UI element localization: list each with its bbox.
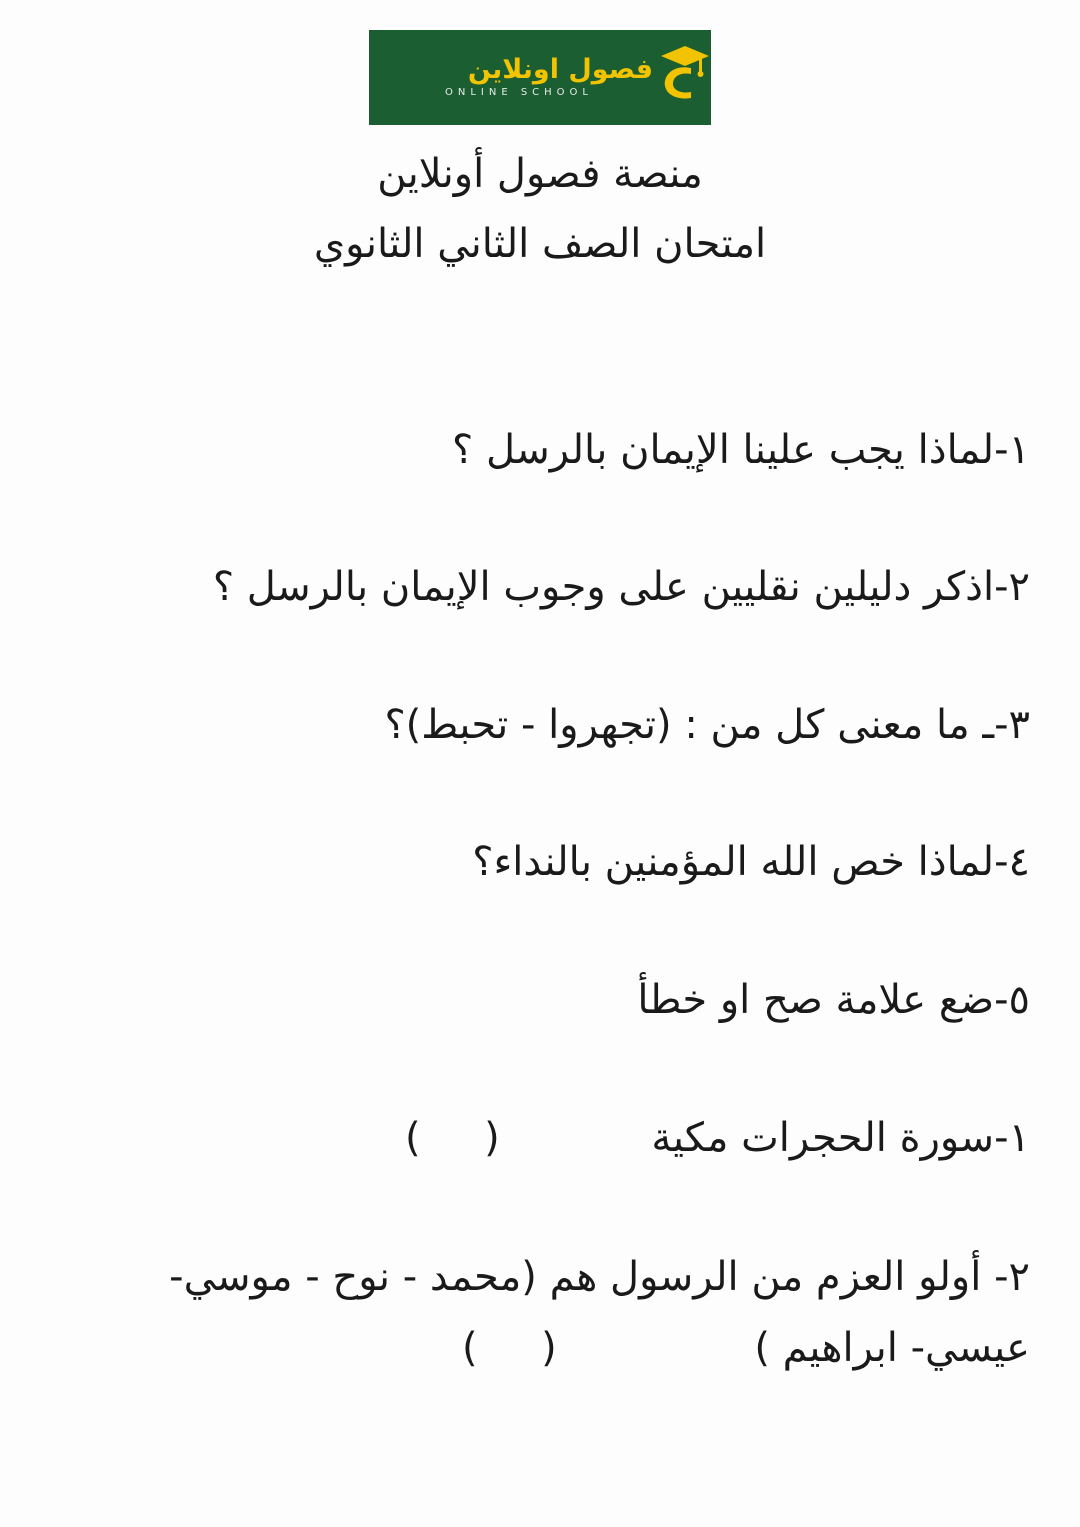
question-2: ٢-اذكر دليلين نقليين على وجوب الإيمان بالرسل ؟ bbox=[212, 564, 1030, 610]
platform-title: منصة فصول أونلاين bbox=[377, 151, 703, 197]
true-false-item-2-line-2: عيسي- ابراهيم ) bbox=[754, 1325, 1030, 1371]
graduation-cap-icon bbox=[651, 42, 711, 112]
logo-arabic-text: فصول اونلاين bbox=[467, 54, 653, 85]
question-4: ٤-لماذا خص الله المؤمنين بالنداء؟ bbox=[472, 839, 1030, 885]
answer-box-1: ( ) bbox=[405, 1115, 500, 1161]
question-1: ١-لماذا يجب علينا الإيمان بالرسل ؟ bbox=[452, 427, 1030, 473]
question-3: ٣-ـ ما معنى كل من : (تجهروا - تحبط)؟ bbox=[384, 702, 1030, 748]
logo bbox=[369, 30, 711, 125]
true-false-item-1: ١-سورة الحجرات مكية bbox=[651, 1115, 1030, 1161]
answer-box-2: ( ) bbox=[462, 1325, 557, 1371]
exam-title: امتحان الصف الثاني الثانوي bbox=[313, 221, 767, 267]
question-5: ٥-ضع علامة صح او خطأ bbox=[637, 977, 1030, 1023]
logo-english-text: ONLINE SCHOOL bbox=[444, 87, 593, 98]
true-false-item-2-line-1: ٢- أولو العزم من الرسول هم (محمد - نوح - موسي- bbox=[169, 1254, 1030, 1300]
